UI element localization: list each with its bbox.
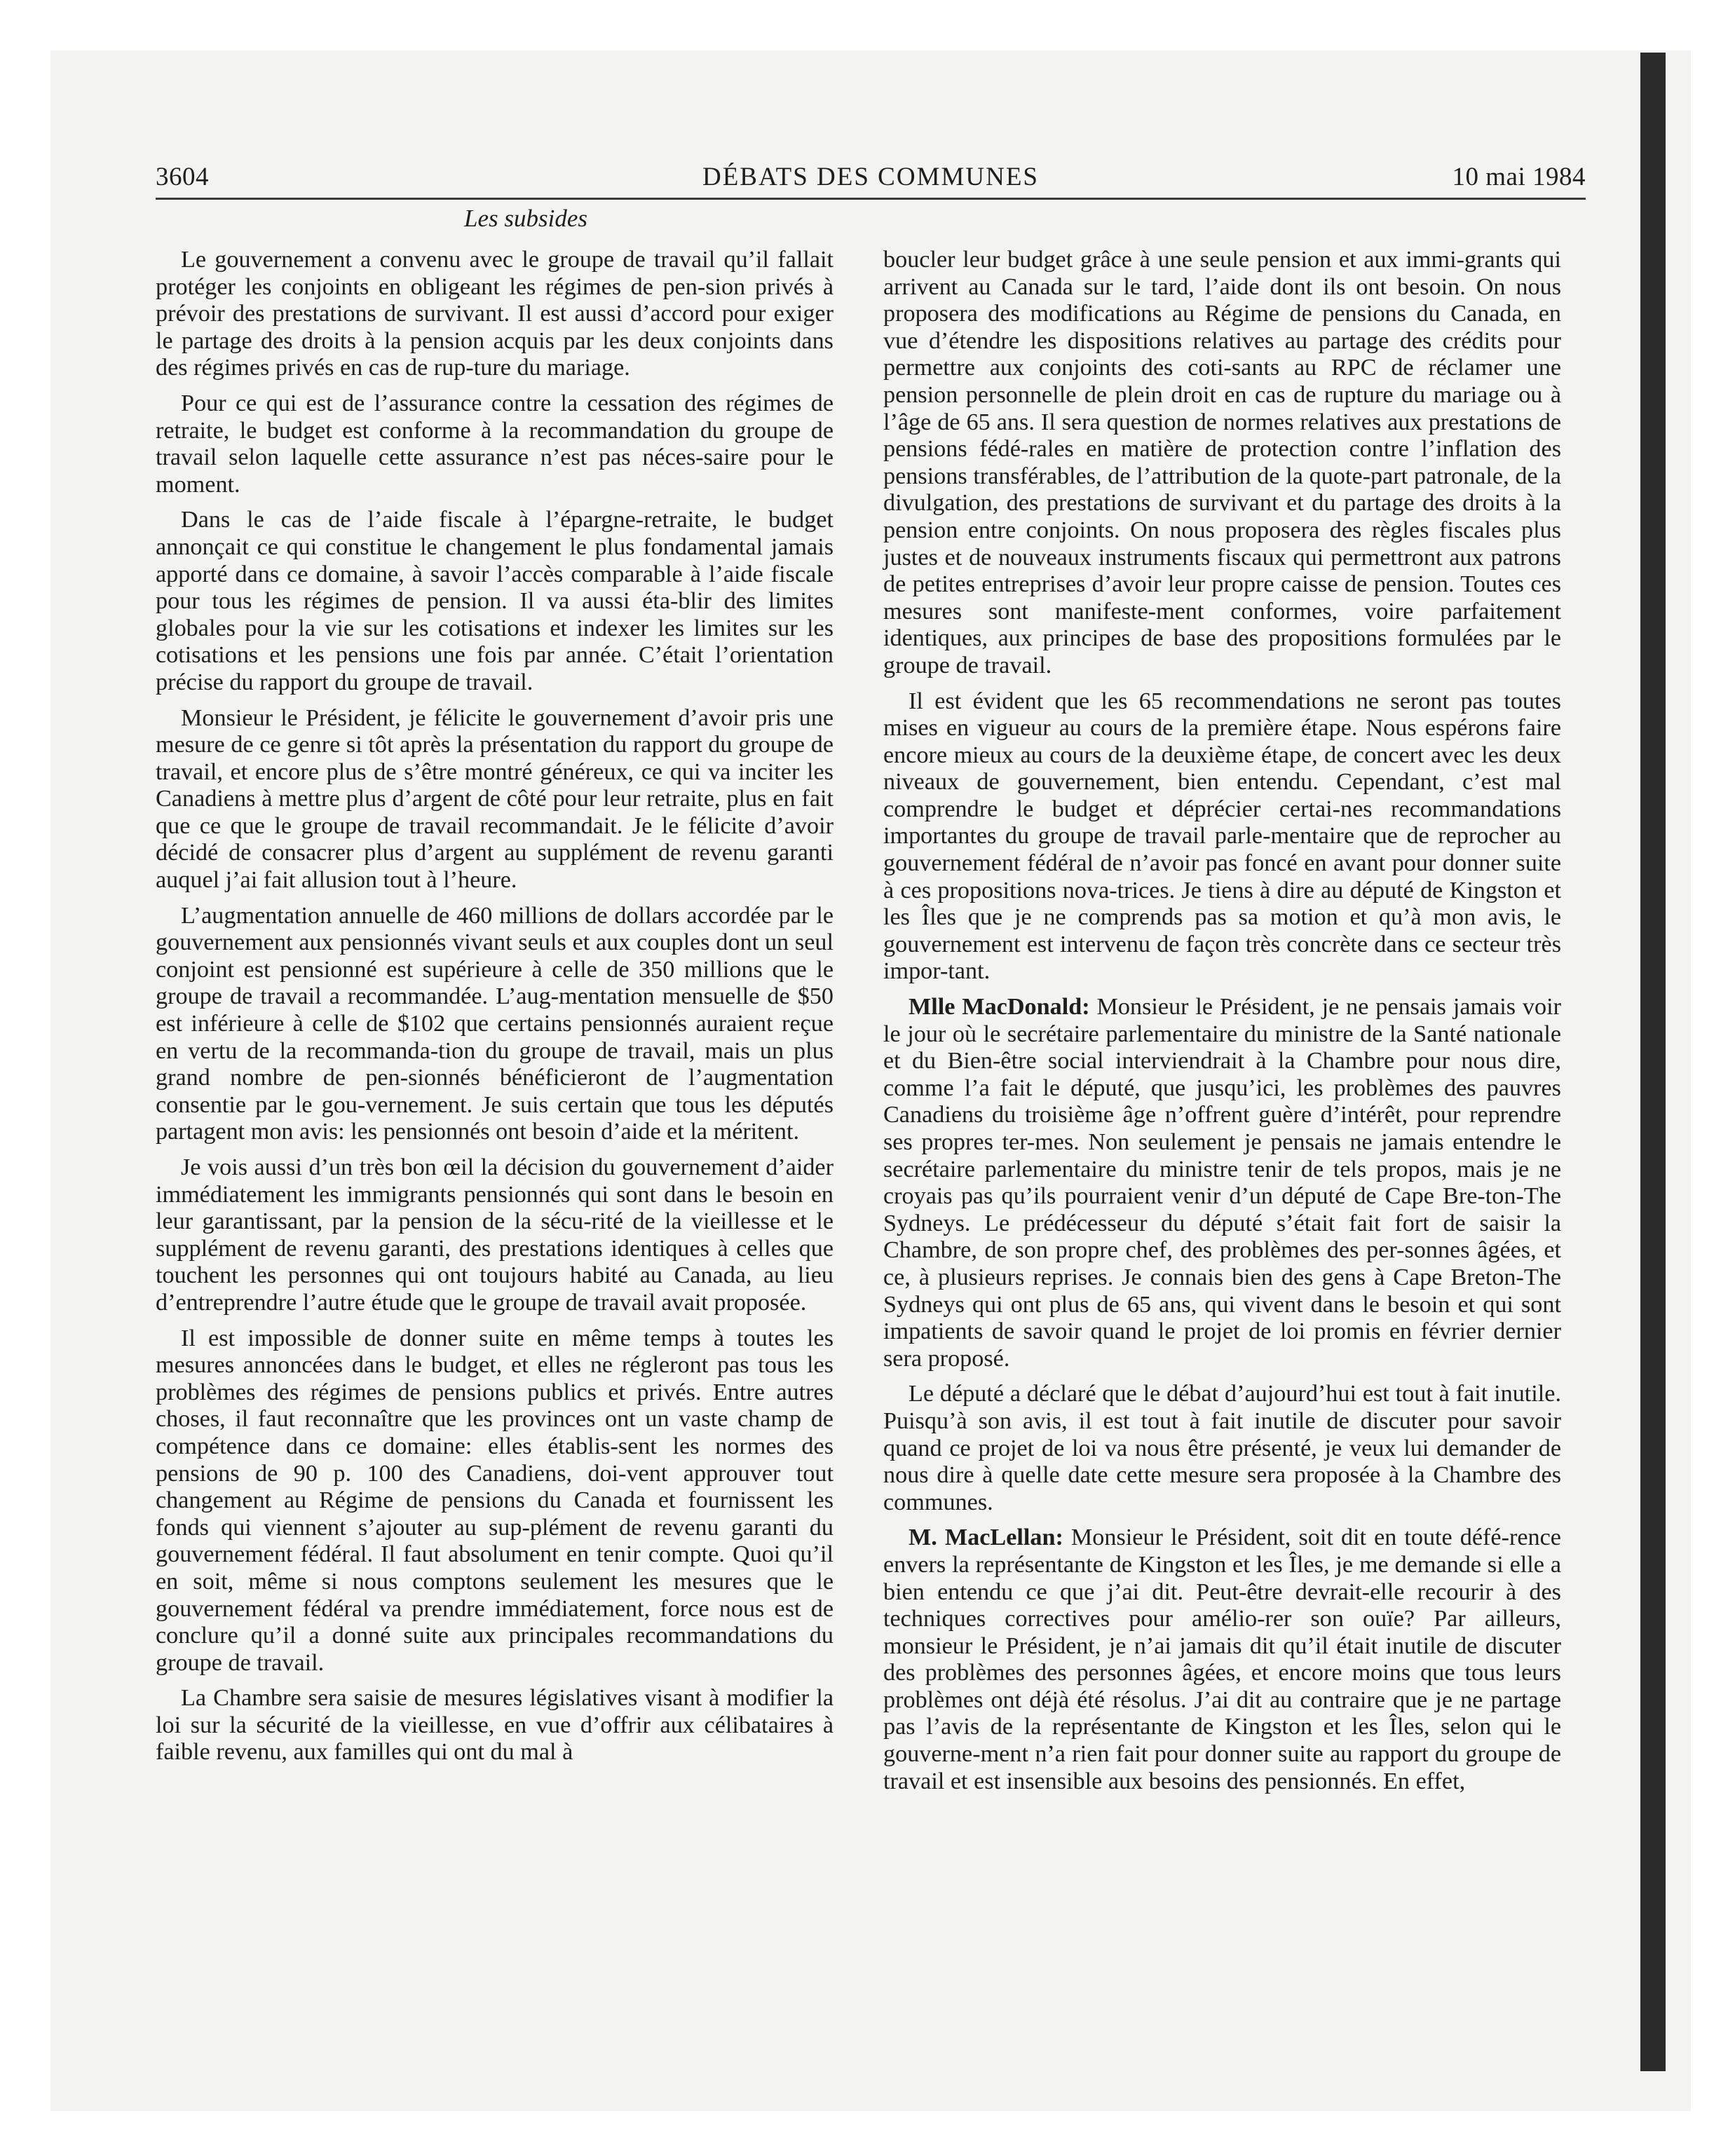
section-title: Les subsides [464, 205, 587, 232]
speech-paragraph [883, 1524, 1561, 1795]
speaker-name: M. MacLellan: [909, 1524, 1063, 1551]
paragraph: L’augmentation annuelle de 460 millions de dollars accordée par le gouvernement aux pensionnés vivant seuls et aux couples dont un seul conjoint est pensionné est supérieure à celle de 350 millions que le groupe de travail a recommandée. L’aug-mentation mensuelle de $50 est inférieure à celle de $102 que certains pensionnés auraient reçue en vertu de la recommanda-tion du groupe de travail, mais un plus grand nombre de pen-sionnés bénéficieront de l’augmentation consentie par le gou-vernement. Je suis certain que tous les députés partagent mon avis: les pensionnés ont besoin d’aide et la méritent. [156, 902, 834, 1145]
page-number: 3604 [156, 163, 209, 191]
paragraph: Pour ce qui est de l’assurance contre la cessation des régimes de retraite, le budget est conforme à la recommandation du groupe de travail selon laquelle cette assurance n’est pas néces-saire pour le moment. [156, 390, 834, 498]
speaker-name: Mlle MacDonald: [909, 994, 1090, 1021]
speech-text: Monsieur le Président, je ne pensais jamais voir le jour où le secrétaire parlementaire du ministre de la Santé nationale et du Bien-être social interviendrait à la Chambre pour nous dire, comme l’a fait le député, que jusqu’ici, les problèmes des pauvres Canadiens du troisième âge n’offrent guère d’intérêt, pour reprendre ses propres ter-mes. Non seulement je pensais ne jamais entendre le secrétaire parlementaire du ministre tenir de tels propos, mais je ne croyais pas qu’ils pourraient venir d’un député de Cape Bre-ton-The Sydneys. Le prédécesseur du député s’était fait fort de saisir la Chambre, de son propre chef, des problèmes des per-sonnes âgées, et ce, à plusieurs reprises. Je connais bien des gens à Cape Breton-The Sydneys qui ont plus de 65 ans, qui vivent dans le besoin et qui sont impatients de savoir quand le projet de loi promis en février dernier sera proposé. [883, 994, 1562, 1372]
paragraph: Le gouvernement a convenu avec le groupe de travail qu’il fallait protéger les conjoints en obligeant les régimes de pen-sion privés à prévoir des prestations de survivant. Il est aussi d’accord pour exiger le partage des droits à la pension acquis par les deux conjoints dans des régimes privés en cas de rup-ture du mariage. [156, 247, 834, 381]
paragraph: Il est impossible de donner suite en même temps à toutes les mesures annoncées dans le budget, et elles ne régleront pas tous les problèmes des régimes de pensions publics et privés. Entre autres choses, il faut reconnaître que les provinces ont un vaste champ de compétence dans ce domaine: elles établis-sent les normes des pensions de 90 p. 100 des Canadiens, doi-vent approuver tout changement au Régime de pensions du Canada et fournissent les fonds qui viennent s’ajouter au sup-plément de revenu garanti du gouvernement fédéral. Il faut absolument en tenir compte. Quoi qu’il en soit, même si nous comptons seulement les mesures que le gouvernement fédéral va prendre immédiatement, force nous est de conclure qu’il a donné suite aux principales recommandations du groupe de travail. [156, 1325, 834, 1676]
paragraph: Je vois aussi d’un très bon œil la décision du gouvernement d’aider immédiatement les immigrants pensionnés qui sont dans le besoin en leur garantissant, par la pension de la sécu-rité de la vieillesse et le supplément de revenu garanti, des prestations identiques à celles que touchent les personnes qui ont toujours habité au Canada, au lieu d’entreprendre l’autre étude que le groupe de travail avait proposée. [156, 1154, 834, 1316]
left-column [156, 247, 834, 1775]
paragraph: Le député a déclaré que le débat d’aujourd’hui est tout à fait inutile. Puisqu’à son avis, il est tout à fait inutile de discuter pour savoir quand ce projet de loi va nous être présenté, je veux lui demander de nous dire à quelle date cette mesure sera proposée à la Chambre des communes. [883, 1381, 1561, 1515]
paragraph: Il est évident que les 65 recommendations ne seront pas toutes mises en vigueur au cours de la première étape. Nous espérons faire encore mieux au cours de la deuxième étape, de concert avec les deux niveaux de gouvernement, bien entendu. Cependant, c’est mal comprendre le budget et déprécier certai-nes recommandations importantes du groupe de travail parle-mentaire que de reprocher au gouvernement fédéral de n’avoir pas foncé en avant pour donner suite à ces propositions nova-trices. Je tiens à dire au député de Kingston et les Îles que je ne comprends pas sa motion et qu’à mon avis, le gouvernement est intervenu de façon très concrète dans ce secteur très impor-tant. [883, 688, 1561, 985]
speech-text: Monsieur le Président, soit dit en toute défé-rence envers la représentante de Kingston et les Îles, je me demande si elle a bien entendu ce que j’ai dit. Peut-être devrait-elle recourir à des techniques correctives pour amélio-rer son ouïe? Par ailleurs, monsieur le Président, je n’ai jamais dit qu’il était inutile de discuter des problèmes des personnes âgées, et encore moins que tous leurs problèmes ont déjà été résolus. J’ai dit au contraire que je ne partage pas l’avis de la représentante de Kingston et les Îles, selon qui le gouverne-ment n’a rien fait pour donner suite au rapport du groupe de travail et est insensible aux besoins des pensionnés. En effet, [883, 1524, 1561, 1794]
journal-title: DÉBATS DES COMMUNES [702, 163, 1039, 191]
page-header [156, 156, 1586, 200]
right-column [883, 247, 1561, 1803]
paragraph: Monsieur le Président, je félicite le gouvernement d’avoir pris une mesure de ce genre si tôt après la présentation du rapport du groupe de travail, et encore plus de s’être montré généreux, ce qui va inciter les Canadiens à mettre plus d’argent de côté pour leur retraite, plus en fait que ce que le groupe de travail recommandait. Je le félicite d’avoir décidé de consacrer plus d’argent au supplément de revenu garanti auquel j’ai fait allusion tout à l’heure. [156, 704, 834, 894]
paragraph: La Chambre sera saisie de mesures législatives visant à modifier la loi sur la sécurité de la vieillesse, en vue d’offrir aux célibataires à faible revenu, aux familles qui ont du mal à [156, 1685, 834, 1766]
paragraph: boucler leur budget grâce à une seule pension et aux immi-grants qui arrivent au Canada sur le tard, l’aide dont ils ont besoin. On nous proposera des modifications au Régime de pensions du Canada, en vue d’étendre les dispositions relatives au partage des crédits pour permettre aux conjoints des coti-sants au RPC de réclamer une pension personnelle de plein droit en cas de rupture du mariage ou à l’âge de 65 ans. Il sera question de normes relatives aux prestations de pensions fédé-rales en matière de protection contre l’inflation des pensions transférables, de l’attribution de la quote-part patronale, de la divulgation, des prestations de survivant et du partage des droits à la pension entre conjoints. On nous proposera des règles fiscales plus justes et de nouveaux instruments fiscaux qui permettront aux patrons de petites entreprises d’avoir leur propre caisse de pension. Toutes ces mesures sont manifeste-ment conformes, voire parfaitement identiques, aux principes de base des propositions formulées par le groupe de travail. [883, 247, 1561, 678]
speech-paragraph [883, 994, 1561, 1372]
paragraph: Dans le cas de l’aide fiscale à l’épargne-retraite, le budget annonçait ce qui constitue le changement le plus fondamental jamais apporté dans ce domaine, à savoir l’accès comparable à l’aide fiscale pour tous les régimes de pension. Il va aussi éta-blir des limites globales pour la vie sur les cotisations et indexer les limites sur les cotisations et les pensions une fois par année. C’était l’orientation précise du rapport du groupe de travail. [156, 507, 834, 695]
issue-date: 10 mai 1984 [1452, 163, 1586, 191]
binding-edge [1640, 53, 1666, 2071]
